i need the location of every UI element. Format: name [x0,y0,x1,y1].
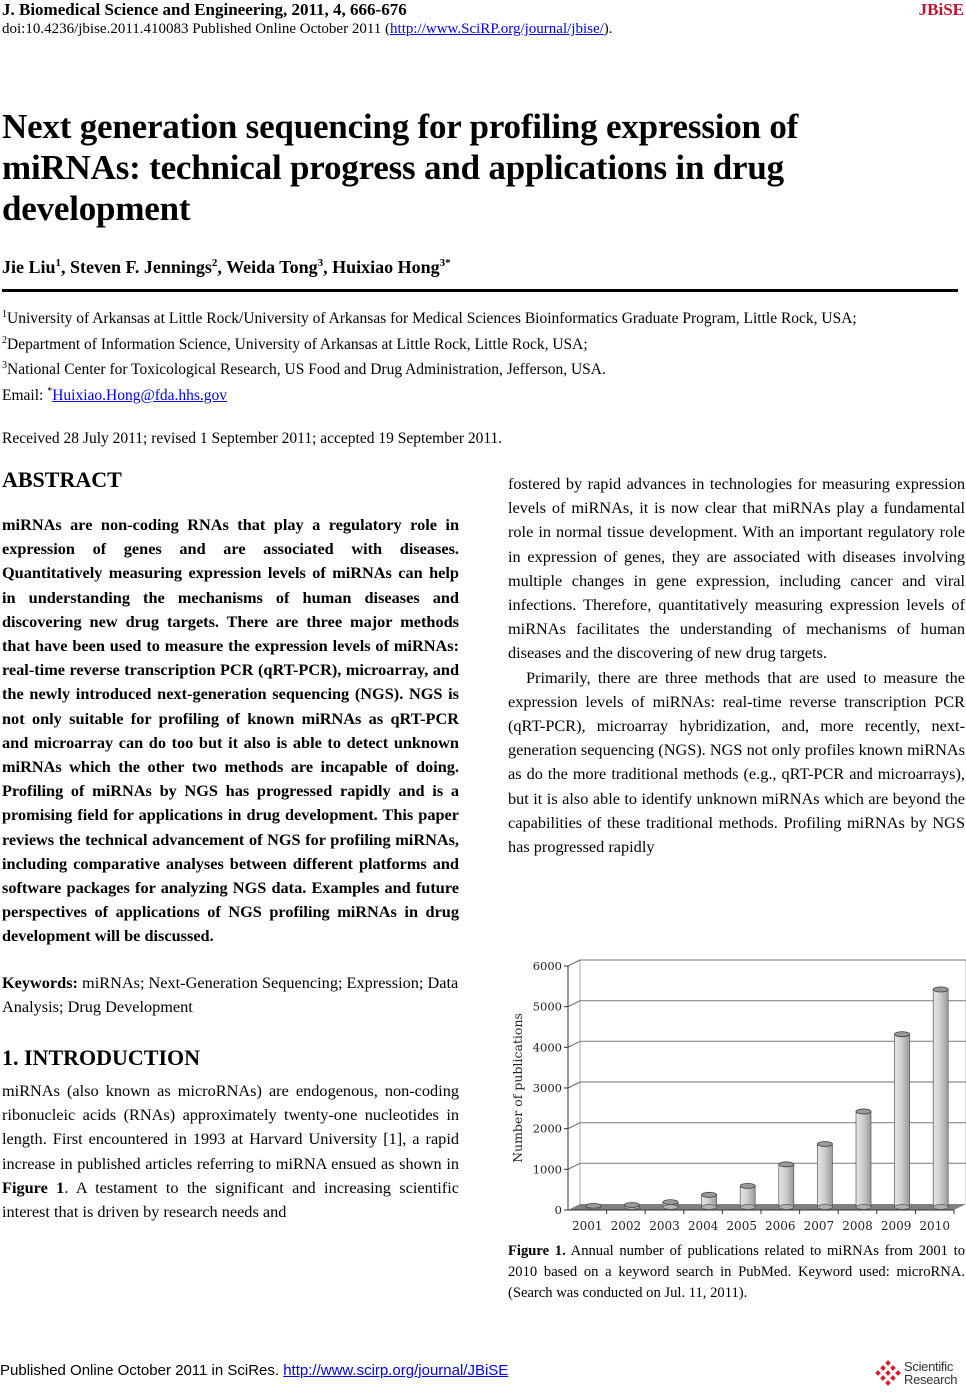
email-link[interactable]: Huixiao.Hong@fda.hhs.gov [52,387,228,405]
svg-text:2000: 2000 [532,1121,562,1136]
affil-text: National Center for Toxicological Research, US Food and Drug Administration, Jefferson, USA. [7,361,606,379]
intro-paragraph-2: Primarily, there are three methods that are used to measure the expression levels of miRNAs: real-time reverse transcription PCR (qRT-PCR), microarray hybridization, and, more recently, next-generation sequencing (NGS). NGS not only profiles known miRNAs as do the more traditional methods (e.g., qRT-PCR and microarrays), but it is also able to identify unknown miRNAs which are beyond the capabilities of these traditional methods. Profiling miRNAs by NGS has progressed rapidly [508,667,965,857]
author-sup: 3* [439,257,451,269]
affiliation [2,330,964,356]
footer-text: Published Online October 2011 in SciRes. [0,1362,284,1379]
svg-text:2003: 2003 [649,1219,680,1233]
email-label: Email: [2,387,48,405]
bar-chart [506,950,966,1240]
svg-text:2005: 2005 [726,1219,757,1233]
svg-text:2010: 2010 [919,1219,950,1233]
doi-suffix: ). [603,21,613,37]
author-sup: 2 [211,257,218,269]
abstract-heading: ABSTRACT [2,467,122,492]
author-sup: 1 [55,257,62,269]
intro-paragraph-continued: fostered by rapid advances in technologies for measuring expression levels of miRNAs, it is now clear that miRNAs play a fundamental role in normal tissue development. With an important regulatory role in expression of genes, they are associated with diseases involving multiple changes in gene expression, including cancer and viral infections. Therefore, quantitatively measuring expression levels of miRNAs facilitates the understanding of mechanisms of human diseases and the discovering of new drug targets. [508,474,965,663]
figure-reference[interactable]: Figure 1 [2,1177,65,1197]
author-sup: 3 [317,257,324,269]
journal-citation: J. Biomedical Science and Engineering, 2011, 4, 666-676 [2,0,407,19]
svg-text:2006: 2006 [765,1219,796,1233]
email-line [2,381,964,407]
diamond-cluster-icon [875,1360,901,1386]
title-divider [2,289,958,292]
doi-line [2,19,964,39]
running-head [2,0,964,39]
svg-text:2007: 2007 [803,1219,835,1233]
author-list: Jie Liu$^1$, Steven F. Jennings$^2$, Weida Tong$^3$, Huixiao Hong$^{3*}$ [2,257,451,277]
svg-text:2001: 2001 [572,1219,603,1233]
intro-text: miRNAs (also known as microRNAs) are endogenous, non-coding ribonucleic acids (RNAs) approximately twenty-one nucleotides in length. First encountered in 1993 at Harvard University [1], a rapid increase in published articles referring to miRNA ensued as shown in [2,1081,459,1173]
svg-text:5000: 5000 [532,999,562,1014]
journal-abbr: JBiSE [918,0,964,19]
doi-text: doi:10.4236/jbise.2011.410083 Published Online October 2011 ( [2,21,391,37]
logo-line-2: Research [904,1372,958,1387]
svg-text:2008: 2008 [842,1219,873,1233]
intro-paragraph [2,1079,459,1224]
caption-text: Annual number of publications related to miRNAs from 2001 to 2010 based on a keyword search in PubMed. Keyword used: microRNA. (Search was conducted on Jul. 11, 2011). [508,1243,965,1301]
affil-text: University of Arkansas at Little Rock/University of Arkansas for Medical Sciences Bioinformatics Graduate Program, Little Rock, USA; [7,310,857,328]
affil-sup: 1 [2,309,7,320]
abstract-body: miRNAs are non-coding RNAs that play a regulatory role in expression of genes and are associated with diseases. Quantitatively measuring expression levels of miRNAs can help in understanding the mechanisms of human diseases and discovering new drug targets. There are three major methods that have been used to measure the expression levels of miRNAs: real-time reverse transcription PCR (qRT-PCR), microarray, and the newly introduced next-generation sequencing (NGS). NGS is not only suitable for profiling of known miRNAs as qRT-PCR and microarray can do too but it also is able to detect unknown miRNAs which the other two methods are incapable of doing. Profiling of miRNAs by NGS has progressed rapidly and is a promising field for applications in drug development. This paper reviews the technical advancement of NGS for profiling miRNAs, including comparative analyses between different platforms and software packages for analyzing NGS data. Examples and future perspectives of applications of NGS profiling miRNAs in drug development will be discussed. [2,515,459,946]
caption-label: Figure 1. [508,1243,566,1259]
svg-text:3000: 3000 [532,1081,562,1095]
journal-link[interactable]: http://www.SciRP.org/journal/jbise/ [390,21,604,37]
author: Weida Tong [226,257,318,277]
figure-caption [508,1241,965,1304]
introduction-heading: 1. INTRODUCTION [2,1045,201,1071]
svg-text:2009: 2009 [880,1219,912,1233]
logo-line-1: Scientific [904,1359,954,1374]
publisher-logo [875,1360,957,1386]
figure-1-chart [506,950,966,1240]
page-footer [0,1362,508,1379]
svg-text:0: 0 [554,1203,562,1217]
svg-text:2002: 2002 [610,1219,642,1233]
keywords-label: Keywords: [2,972,78,992]
author: Jie Liu [2,257,56,277]
affiliation [2,304,964,330]
footer-link[interactable]: http://www.scirp.org/journal/JBiSE [283,1362,509,1379]
keywords-list: miRNAs; Next-Generation Sequencing; Expression; Data Analysis; Drug Development [2,972,459,1016]
svg-text:6000: 6000 [532,959,562,973]
affil-sup: 3 [2,360,7,372]
affiliations [2,304,964,407]
svg-text:4000: 4000 [532,1040,562,1055]
author: Steven F. Jennings [70,257,212,277]
email-sup: * [47,385,53,397]
author: Huixiao Hong [332,257,440,277]
svg-text:Number of publications: Number of publications [510,1013,525,1163]
affil-sup: 2 [2,334,7,346]
journal-line [2,0,964,19]
affil-text: Department of Information Science, University of Arkansas at Little Rock, Little Rock, USA; [7,335,588,353]
svg-text:1000: 1000 [532,1162,562,1177]
received-dates: Received 28 July 2011; revised 1 September 2011; accepted 19 September 2011. [2,430,503,447]
right-column [508,472,965,859]
svg-text:2004: 2004 [687,1219,719,1233]
paper-title: Next generation sequencing for profiling expression of miRNAs: technical progress and applications in drug development [2,107,799,228]
logo-wordmark [904,1360,957,1386]
affiliation [2,355,964,381]
intro-text: . A testament to the significant and increasing scientific interest that is driven by research needs and [2,1177,459,1222]
left-column [2,465,459,1224]
keywords [2,971,459,1019]
